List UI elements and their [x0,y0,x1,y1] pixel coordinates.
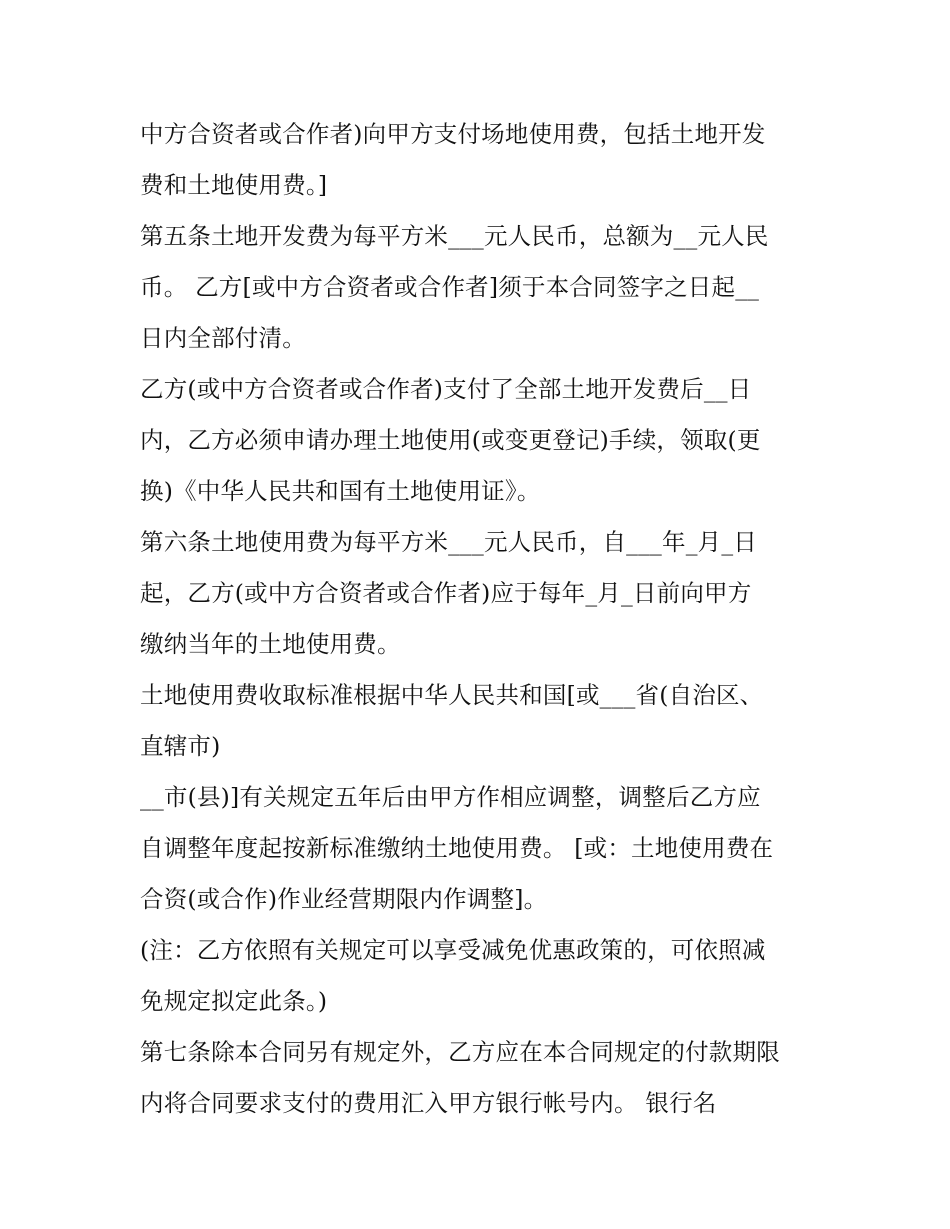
text-line: 内将合同要求支付的费用汇入甲方银行帐号内。 银行名 [140,1089,717,1117]
text-line: 中方合资者或合作者)向甲方支付场地使用费，包括土地开发 [140,120,766,148]
text-line: 直辖市) [140,732,221,760]
text-line: 费和土地使用费。] [140,171,328,199]
text-line: 缴纳当年的土地使用费。 [140,630,401,658]
text-line: 免规定拟定此条。) [140,987,328,1015]
text-line: 换)《中华人民共和国有土地使用证》。 [140,477,541,505]
text-line: 内，乙方必须申请办理土地使用(或变更登记)手续，领取(更 [140,426,761,454]
text-line: 乙方(或中方合资者或合作者)支付了全部土地开发费后__日 [140,375,752,403]
document-body [140,109,830,1129]
text-line: 第五条土地开发费为每平方米___元人民币，总额为__元人民 [140,222,769,250]
text-line: 第七条除本合同另有规定外，乙方应在本合同规定的付款期限 [140,1038,780,1066]
text-line: 合资(或合作)作业经营期限内作调整]。 [140,885,548,913]
text-line: 自调整年度起按新标准缴纳土地使用费。 [或：土地使用费在 [140,834,774,862]
text-line: (注：乙方依照有关规定可以享受减免优惠政策的，可依照减 [140,936,766,964]
text-line: 第六条土地使用费为每平方米___元人民币，自___年_月_日 [140,528,757,556]
text-line: 起，乙方(或中方合资者或合作者)应于每年_月_日前向甲方 [140,579,752,607]
text-line: 日内全部付清。 [140,324,306,352]
text-line: 土地使用费收取标准根据中华人民共和国[或___省(自治区、 [140,681,764,709]
text-line: 币。 乙方[或中方合资者或合作者]须于本合同签字之日起__ [140,273,760,301]
text-line: __市(县)]有关规定五年后由甲方作相应调整，调整后乙方应 [140,783,761,811]
